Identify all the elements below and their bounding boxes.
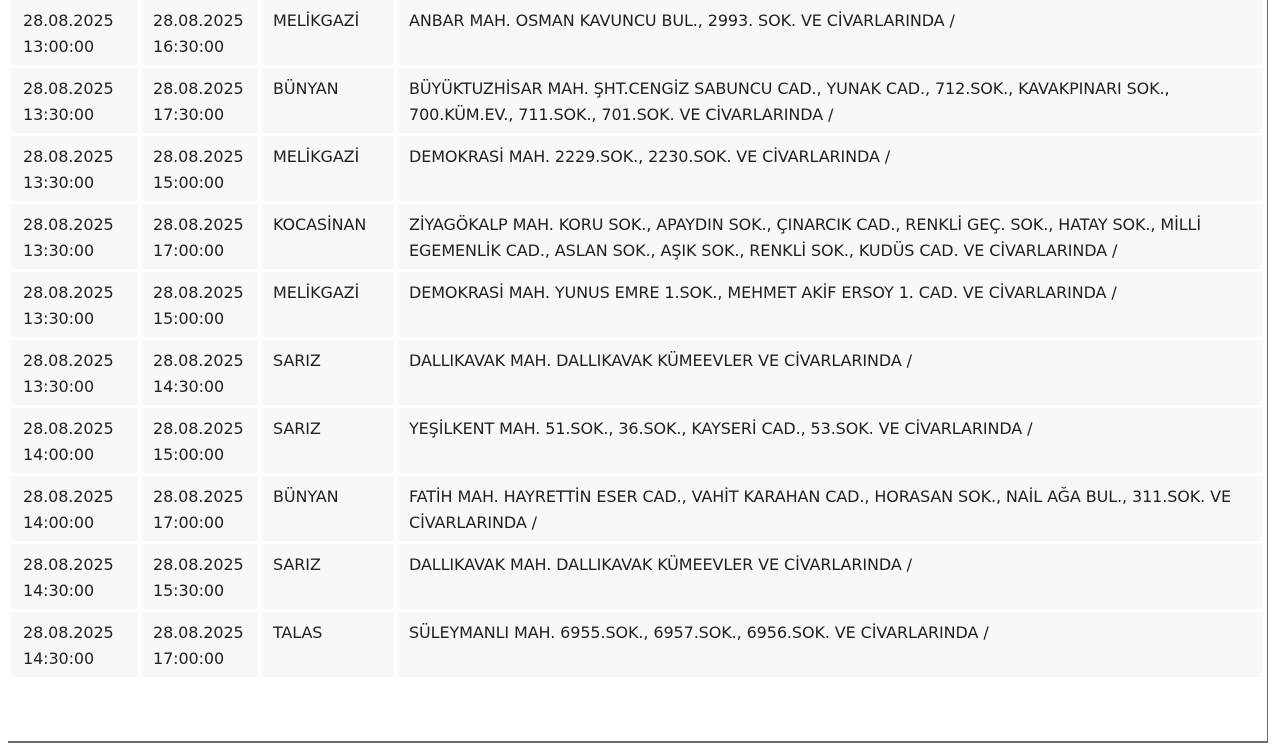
address-text: ANBAR MAH. OSMAN KAVUNCU BUL., 2993. SOK. VE CİVARLARINDA / — [409, 11, 955, 30]
address-cell — [397, 136, 1263, 201]
end-datetime-cell — [141, 476, 258, 541]
end-date: 28.08.2025 — [153, 351, 244, 370]
district-name: SARIZ — [273, 351, 321, 370]
address-text: ZİYAGÖKALP MAH. KORU SOK., APAYDIN SOK., ÇINARCIK CAD., RENKLİ GEÇ. SOK., HATAY SOK., MİLLİ EGEMENLİK CAD., ASLAN SOK., AŞIK SOK., RENKLİ SOK., KUDÜS CAD. VE CİVARLARINDA / — [409, 215, 1201, 260]
table-row — [11, 0, 1263, 65]
end-datetime-cell — [141, 272, 258, 337]
start-date: 28.08.2025 — [23, 11, 114, 30]
outage-table — [8, 0, 1266, 680]
outage-table-body — [11, 0, 1263, 677]
address-text: DEMOKRASİ MAH. YUNUS EMRE 1.SOK., MEHMET AKİF ERSOY 1. CAD. VE CİVARLARINDA / — [409, 283, 1117, 302]
start-datetime-cell — [11, 612, 138, 677]
start-date: 28.08.2025 — [23, 79, 114, 98]
district-name: MELİKGAZİ — [273, 11, 360, 30]
address-cell — [397, 0, 1263, 65]
end-date: 28.08.2025 — [153, 283, 244, 302]
start-time: 13:00:00 — [23, 37, 95, 56]
end-datetime-cell — [141, 68, 258, 133]
start-datetime-cell — [11, 476, 138, 541]
start-time: 14:00:00 — [23, 513, 95, 532]
table-row — [11, 476, 1263, 541]
end-date: 28.08.2025 — [153, 555, 244, 574]
address-cell — [397, 544, 1263, 609]
end-time: 15:00:00 — [153, 309, 225, 328]
table-row — [11, 408, 1263, 473]
district-name: SARIZ — [273, 419, 321, 438]
end-time: 17:00:00 — [153, 649, 225, 668]
table-row — [11, 204, 1263, 269]
start-date: 28.08.2025 — [23, 215, 114, 234]
end-date: 28.08.2025 — [153, 11, 244, 30]
end-time: 15:30:00 — [153, 581, 225, 600]
address-text: DALLIKAVAK MAH. DALLIKAVAK KÜMEEVLER VE CİVARLARINDA / — [409, 555, 912, 574]
start-datetime-cell — [11, 544, 138, 609]
start-time: 13:30:00 — [23, 241, 95, 260]
address-cell — [397, 68, 1263, 133]
start-date: 28.08.2025 — [23, 555, 114, 574]
start-date: 28.08.2025 — [23, 419, 114, 438]
address-text: DEMOKRASİ MAH. 2229.SOK., 2230.SOK. VE CİVARLARINDA / — [409, 147, 891, 166]
start-datetime-cell — [11, 340, 138, 405]
address-cell — [397, 204, 1263, 269]
district-name: BÜNYAN — [273, 79, 339, 98]
end-datetime-cell — [141, 0, 258, 65]
address-cell — [397, 340, 1263, 405]
start-datetime-cell — [11, 408, 138, 473]
district-cell — [261, 204, 394, 269]
district-cell — [261, 0, 394, 65]
end-datetime-cell — [141, 408, 258, 473]
table-row — [11, 136, 1263, 201]
district-cell — [261, 272, 394, 337]
end-time: 14:30:00 — [153, 377, 225, 396]
district-name: MELİKGAZİ — [273, 147, 360, 166]
address-text: FATİH MAH. HAYRETTİN ESER CAD., VAHİT KARAHAN CAD., HORASAN SOK., NAİL AĞA BUL., 311.SOK. VE CİVARLARINDA / — [409, 487, 1232, 532]
address-cell — [397, 612, 1263, 677]
district-name: MELİKGAZİ — [273, 283, 360, 302]
district-name: BÜNYAN — [273, 487, 339, 506]
end-datetime-cell — [141, 340, 258, 405]
end-datetime-cell — [141, 544, 258, 609]
end-date: 28.08.2025 — [153, 215, 244, 234]
address-text: SÜLEYMANLI MAH. 6955.SOK., 6957.SOK., 6956.SOK. VE CİVARLARINDA / — [409, 623, 989, 642]
start-datetime-cell — [11, 204, 138, 269]
start-time: 14:30:00 — [23, 649, 95, 668]
start-time: 14:30:00 — [23, 581, 95, 600]
district-cell — [261, 476, 394, 541]
end-datetime-cell — [141, 204, 258, 269]
district-name: SARIZ — [273, 555, 321, 574]
district-name: KOCASİNAN — [273, 215, 367, 234]
start-date: 28.08.2025 — [23, 487, 114, 506]
end-date: 28.08.2025 — [153, 79, 244, 98]
table-row — [11, 272, 1263, 337]
table-row — [11, 544, 1263, 609]
start-datetime-cell — [11, 136, 138, 201]
district-cell — [261, 68, 394, 133]
end-time: 17:30:00 — [153, 105, 225, 124]
start-time: 13:30:00 — [23, 309, 95, 328]
start-date: 28.08.2025 — [23, 147, 114, 166]
end-date: 28.08.2025 — [153, 147, 244, 166]
start-time: 13:30:00 — [23, 105, 95, 124]
address-text: DALLIKAVAK MAH. DALLIKAVAK KÜMEEVLER VE CİVARLARINDA / — [409, 351, 912, 370]
address-text: BÜYÜKTUZHİSAR MAH. ŞHT.CENGİZ SABUNCU CAD., YUNAK CAD., 712.SOK., KAVAKPINARI SOK., 700.KÜM.EV., 711.SOK., 701.SOK. VE CİVARLARINDA / — [409, 79, 1170, 124]
address-cell — [397, 476, 1263, 541]
end-date: 28.08.2025 — [153, 487, 244, 506]
end-time: 16:30:00 — [153, 37, 225, 56]
end-datetime-cell — [141, 612, 258, 677]
end-date: 28.08.2025 — [153, 623, 244, 642]
end-time: 17:00:00 — [153, 241, 225, 260]
table-row — [11, 612, 1263, 677]
table-row — [11, 68, 1263, 133]
start-time: 13:30:00 — [23, 377, 95, 396]
district-cell — [261, 340, 394, 405]
address-cell — [397, 272, 1263, 337]
start-datetime-cell — [11, 272, 138, 337]
end-date: 28.08.2025 — [153, 419, 244, 438]
end-time: 17:00:00 — [153, 513, 225, 532]
district-cell — [261, 136, 394, 201]
table-row — [11, 340, 1263, 405]
start-datetime-cell — [11, 68, 138, 133]
end-time: 15:00:00 — [153, 445, 225, 464]
district-cell — [261, 612, 394, 677]
start-time: 13:30:00 — [23, 173, 95, 192]
end-time: 15:00:00 — [153, 173, 225, 192]
start-datetime-cell — [11, 0, 138, 65]
district-cell — [261, 408, 394, 473]
start-date: 28.08.2025 — [23, 351, 114, 370]
address-cell — [397, 408, 1263, 473]
district-name: TALAS — [273, 623, 323, 642]
end-datetime-cell — [141, 136, 258, 201]
outage-table-frame — [8, 0, 1268, 743]
address-text: YEŞİLKENT MAH. 51.SOK., 36.SOK., KAYSERİ CAD., 53.SOK. VE CİVARLARINDA / — [409, 419, 1033, 438]
start-date: 28.08.2025 — [23, 283, 114, 302]
district-cell — [261, 544, 394, 609]
start-time: 14:00:00 — [23, 445, 95, 464]
start-date: 28.08.2025 — [23, 623, 114, 642]
